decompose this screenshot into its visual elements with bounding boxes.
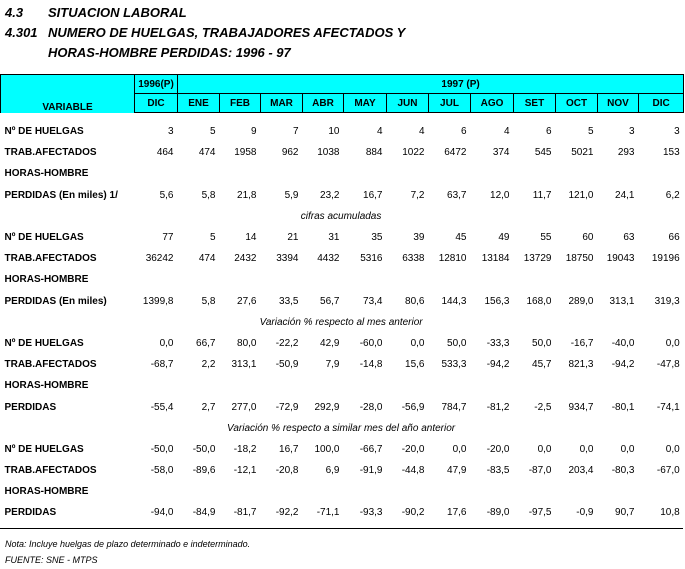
table-cell: -94,2 [611,359,635,371]
table-cell: 9 [250,126,257,138]
table-cell: -12,1 [233,465,257,477]
table-cell: -40,0 [611,337,635,349]
table-cell: 12810 [438,253,467,265]
table-cell: 0,0 [620,443,635,455]
table-cell: 0,0 [410,337,425,349]
table-cell: 13729 [523,253,552,265]
table-cell [471,375,514,396]
table-cell: 16,7 [363,189,383,201]
table-cell: 27,6 [237,295,257,307]
table-cell [220,163,261,184]
month-header: JUL [429,94,471,113]
table-cell: 7,2 [410,189,425,201]
row-label: HORAS-HOMBRE [4,486,89,498]
table-cell: 5 [209,232,216,244]
table-cell: -20,0 [486,443,510,455]
table-cell: 45,7 [532,359,552,371]
table-cell: 474 [198,147,216,159]
table-row [1,269,684,290]
month-header: JUN [387,94,429,113]
table-cell: -16,7 [570,337,594,349]
table-cell: 15,6 [405,359,425,371]
table-cell: 1038 [317,147,340,159]
month-header: MAY [344,94,387,113]
table-cell: 63,7 [447,189,467,201]
table-cell: 56,7 [320,295,340,307]
table-cell: 0,0 [665,443,680,455]
row-label: PERDIDAS [4,507,57,519]
table-cell: -94,2 [486,359,510,371]
table-cell [135,163,178,184]
table-cell [303,481,344,502]
row-label: Nº DE HUELGAS [4,337,84,349]
row-label: Nº DE HUELGAS [4,232,84,244]
table-cell: -92,2 [275,507,299,519]
table-cell: 47,9 [447,465,467,477]
table-cell [261,481,303,502]
table-cell [135,375,178,396]
table-cell [178,481,220,502]
table-cell: 784,7 [441,401,467,413]
row-label: PERDIDAS (En miles) [4,295,107,307]
table-cell: -71,1 [316,507,340,519]
table-cell: 0,0 [579,443,594,455]
row-label: HORAS-HOMBRE [4,274,89,286]
month-header: OCT [556,94,598,113]
table-cell: -55,4 [150,401,174,413]
section-subtitle-row [1,206,684,227]
table-cell [261,375,303,396]
table-cell: 11,7 [532,189,552,201]
month-header: ENE [178,94,220,113]
table-cell [344,481,387,502]
table-cell: 1022 [402,147,425,159]
table-cell: -50,0 [192,443,216,455]
table-cell [598,481,639,502]
table-row [1,291,684,312]
table-cell: 6,2 [665,189,680,201]
table-cell [135,481,178,502]
section-heading [5,5,187,20]
table-cell: 21,8 [237,189,257,201]
table-cell: -80,1 [611,401,635,413]
table-row [1,248,684,269]
table-cell: 3 [628,126,635,138]
table-cell: 5 [209,126,216,138]
row-label: Nº DE HUELGAS [4,443,84,455]
table-heading [5,25,405,40]
table-cell [514,163,556,184]
table-cell: 545 [534,147,552,159]
table-cell [639,481,684,502]
section-subtitle-row [1,418,684,439]
table-cell: -87,0 [528,465,552,477]
table-row [1,502,684,523]
table-cell: -68,7 [150,359,174,371]
table-cell: -91,9 [359,465,383,477]
table-cell [178,269,220,290]
table-cell: 0,0 [537,443,552,455]
month-header: ABR [303,94,344,113]
table-cell: 24,1 [615,189,635,201]
table-cell: -97,5 [528,507,552,519]
table-cell: 3394 [276,253,299,265]
table-cell: 55 [540,232,552,244]
source-note: FUENTE: SNE - MTPS [5,555,98,565]
table-cell: 533,3 [441,359,467,371]
month-header: NOV [598,94,639,113]
table-row [1,396,684,417]
table-header [1,75,684,113]
table-cell: -22,2 [275,337,299,349]
table-title-line1: NUMERO DE HUELGAS, TRABAJADORES AFECTADOS Y [48,25,406,40]
table-cell: 5 [587,126,594,138]
table-cell: 23,2 [320,189,340,201]
table-cell [429,269,471,290]
table-cell [556,269,598,290]
table-cell: 19196 [651,253,680,265]
table-cell: 6,9 [325,465,340,477]
table-cell: 12,0 [490,189,510,201]
month-header: AGO [471,94,514,113]
table-cell: -72,9 [275,401,299,413]
table-cell [387,163,429,184]
table-cell [556,481,598,502]
table-cell [556,163,598,184]
header-variable: VARIABLE [1,75,135,113]
table-cell: 66 [668,232,680,244]
section-number: 4.3 [5,5,24,20]
table-cell: -60,0 [359,337,383,349]
month-header: MAR [261,94,303,113]
row-label: Nº DE HUELGAS [4,126,84,138]
table-cell: 16,7 [279,443,299,455]
row-label: TRAB.AFECTADOS [4,465,97,477]
table-cell: -50,0 [150,443,174,455]
table-cell [178,375,220,396]
table-cell: 2,7 [201,401,216,413]
table-body [1,113,684,524]
row-label: TRAB.AFECTADOS [4,359,97,371]
table-cell: 7,9 [325,359,340,371]
header-year-1996: 1996(P) [135,75,178,94]
table-cell [387,375,429,396]
section-subtitle: cifras acumuladas [300,210,382,222]
table-cell: 100,0 [314,443,340,455]
footnote: Nota: Incluye huelgas de plazo determinado e indeterminado. [5,539,251,549]
table-cell: 962 [281,147,299,159]
header-year-1997: 1997 (P) [178,75,684,94]
section-subtitle-row [1,312,684,333]
table-cell: -90,2 [401,507,425,519]
table-cell [598,269,639,290]
table-cell: 156,3 [484,295,510,307]
table-cell [387,481,429,502]
spacer-row [1,113,684,122]
table-cell: 464 [156,147,174,159]
table-cell [514,269,556,290]
table-cell: 80,6 [405,295,425,307]
table-cell: 0,0 [665,337,680,349]
table-cell: 313,1 [609,295,635,307]
table-cell: 4432 [317,253,340,265]
table-cell [135,269,178,290]
row-label: TRAB.AFECTADOS [4,253,97,265]
table-cell: 4 [418,126,425,138]
table-cell [514,481,556,502]
table-cell [471,163,514,184]
table-cell [429,375,471,396]
table-cell: 4 [376,126,383,138]
table-cell: 63 [623,232,635,244]
table-cell [639,375,684,396]
table-cell: 33,5 [279,295,299,307]
table-cell: 1399,8 [142,295,174,307]
table-cell: 934,7 [568,401,594,413]
table-row [1,375,684,396]
table-cell: -81,7 [233,507,257,519]
table-cell: 821,3 [568,359,594,371]
section-title: SITUACION LABORAL [48,5,187,20]
section-subtitle: Variación % respecto al mes anterior [259,316,423,328]
table-cell: 73,4 [363,295,383,307]
row-label: HORAS-HOMBRE [4,168,89,180]
table-cell: -66,7 [359,443,383,455]
table-cell: 60 [582,232,594,244]
table-cell: 292,9 [314,401,340,413]
table-cell [220,481,261,502]
table-cell: 80,0 [237,337,257,349]
table-row [1,163,684,184]
table-cell: -14,8 [359,359,383,371]
table-cell: 0,0 [159,337,174,349]
table-cell [598,163,639,184]
table-cell: 289,0 [568,295,594,307]
row-label: PERDIDAS (En miles) 1/ [4,189,118,201]
table-cell: 277,0 [231,401,257,413]
table-row [1,460,684,481]
table-cell: 3 [674,126,680,138]
table-cell: 5021 [571,147,594,159]
table-cell: -56,9 [401,401,425,413]
table-row [1,333,684,354]
table-cell: 5,8 [201,295,216,307]
table-cell: -74,1 [656,401,680,413]
table-row [1,142,684,163]
table-cell: 77 [162,232,174,244]
table-cell: 6338 [402,253,425,265]
table-row [1,354,684,375]
table-cell: -94,0 [150,507,174,519]
table-cell: -18,2 [233,443,257,455]
table-cell [639,163,684,184]
table-cell [471,269,514,290]
table-cell: 14 [245,232,257,244]
table-cell: 6 [545,126,552,138]
table-cell: 66,7 [196,337,216,349]
table-cell: 374 [492,147,510,159]
table-cell [556,375,598,396]
table-cell [387,269,429,290]
table-cell: -0,9 [576,507,594,519]
table-cell: -58,0 [150,465,174,477]
row-label: PERDIDAS [4,401,57,413]
table-cell: 293 [617,147,635,159]
table-cell [429,481,471,502]
table-cell: 35 [371,232,383,244]
table-cell: -67,0 [656,465,680,477]
table-cell: 3 [167,126,174,138]
table-cell: 45 [455,232,467,244]
table-cell: -80,3 [611,465,635,477]
table-cell [220,269,261,290]
table-cell: 5,8 [201,189,216,201]
table-cell: -44,8 [401,465,425,477]
table-row [1,185,684,206]
table-cell: 49 [498,232,510,244]
table-cell: 884 [365,147,383,159]
table-cell [178,163,220,184]
table-cell: -20,0 [401,443,425,455]
table-cell [514,375,556,396]
table-cell [303,375,344,396]
table-cell: -33,3 [486,337,510,349]
table-cell: 203,4 [568,465,594,477]
table-cell: -84,9 [192,507,216,519]
table-cell: 10,8 [660,507,680,519]
table-cell: -47,8 [656,359,680,371]
table-cell: 5316 [360,253,383,265]
table-cell: 39 [413,232,425,244]
table-cell: 319,3 [654,295,680,307]
table-cell: 31 [328,232,340,244]
table-cell: 6472 [444,147,467,159]
table-cell: -83,5 [486,465,510,477]
table-cell: 7 [292,126,299,138]
table-row [1,227,684,248]
table-cell: -89,6 [192,465,216,477]
month-header: SET [514,94,556,113]
table-cell: -50,9 [275,359,299,371]
table-cell: 6 [460,126,467,138]
table-row [1,121,684,142]
table-cell: -93,3 [359,507,383,519]
table-title-line2: HORAS-HOMBRE PERDIDAS: 1996 - 97 [48,45,291,60]
section-subtitle: Variación % respecto a similar mes del año anterior [227,422,456,434]
table-cell: 13184 [481,253,510,265]
table-cell [303,163,344,184]
table-cell: 5,9 [284,189,299,201]
table-cell: 0,0 [452,443,467,455]
table-cell [220,375,261,396]
table-cell: 121,0 [568,189,594,201]
table-cell: 90,7 [615,507,635,519]
table-cell [344,163,387,184]
table-number: 4.301 [5,25,38,40]
table-cell: 21 [287,232,299,244]
table-cell: 5,6 [159,189,174,201]
table-cell: -28,0 [359,401,383,413]
table-cell: 1958 [234,147,257,159]
table-cell [344,269,387,290]
table-cell [471,481,514,502]
table-cell: 17,6 [447,507,467,519]
table-cell [429,163,471,184]
data-table [0,74,684,524]
table-cell: 144,3 [441,295,467,307]
table-cell [303,269,344,290]
table-cell: 153 [662,147,680,159]
table-cell [639,269,684,290]
table-cell [344,375,387,396]
footer-rule [0,528,683,529]
table-cell: 19043 [606,253,635,265]
table-cell: 42,9 [320,337,340,349]
table-row [1,481,684,502]
table-cell: 18750 [565,253,594,265]
table-cell [598,375,639,396]
table-cell: 168,0 [526,295,552,307]
row-label: TRAB.AFECTADOS [4,147,97,159]
table-cell [261,163,303,184]
table-cell: 50,0 [532,337,552,349]
month-header: FEB [220,94,261,113]
table-cell: -89,0 [486,507,510,519]
table-cell: 50,0 [447,337,467,349]
table-cell: 4 [503,126,510,138]
table-cell: 474 [198,253,216,265]
table-row [1,439,684,460]
table-cell: -2,5 [534,401,552,413]
table-cell: 313,1 [231,359,257,371]
table-cell: -20,8 [275,465,299,477]
table-cell: 36242 [145,253,174,265]
table-cell: 2,2 [201,359,216,371]
table-cell [261,269,303,290]
table-cell: 10 [328,126,340,138]
row-label: HORAS-HOMBRE [4,380,89,392]
month-header: DIC [135,94,178,113]
table-cell: -81,2 [486,401,510,413]
table-cell: 2432 [234,253,257,265]
month-header: DIC [639,94,684,113]
